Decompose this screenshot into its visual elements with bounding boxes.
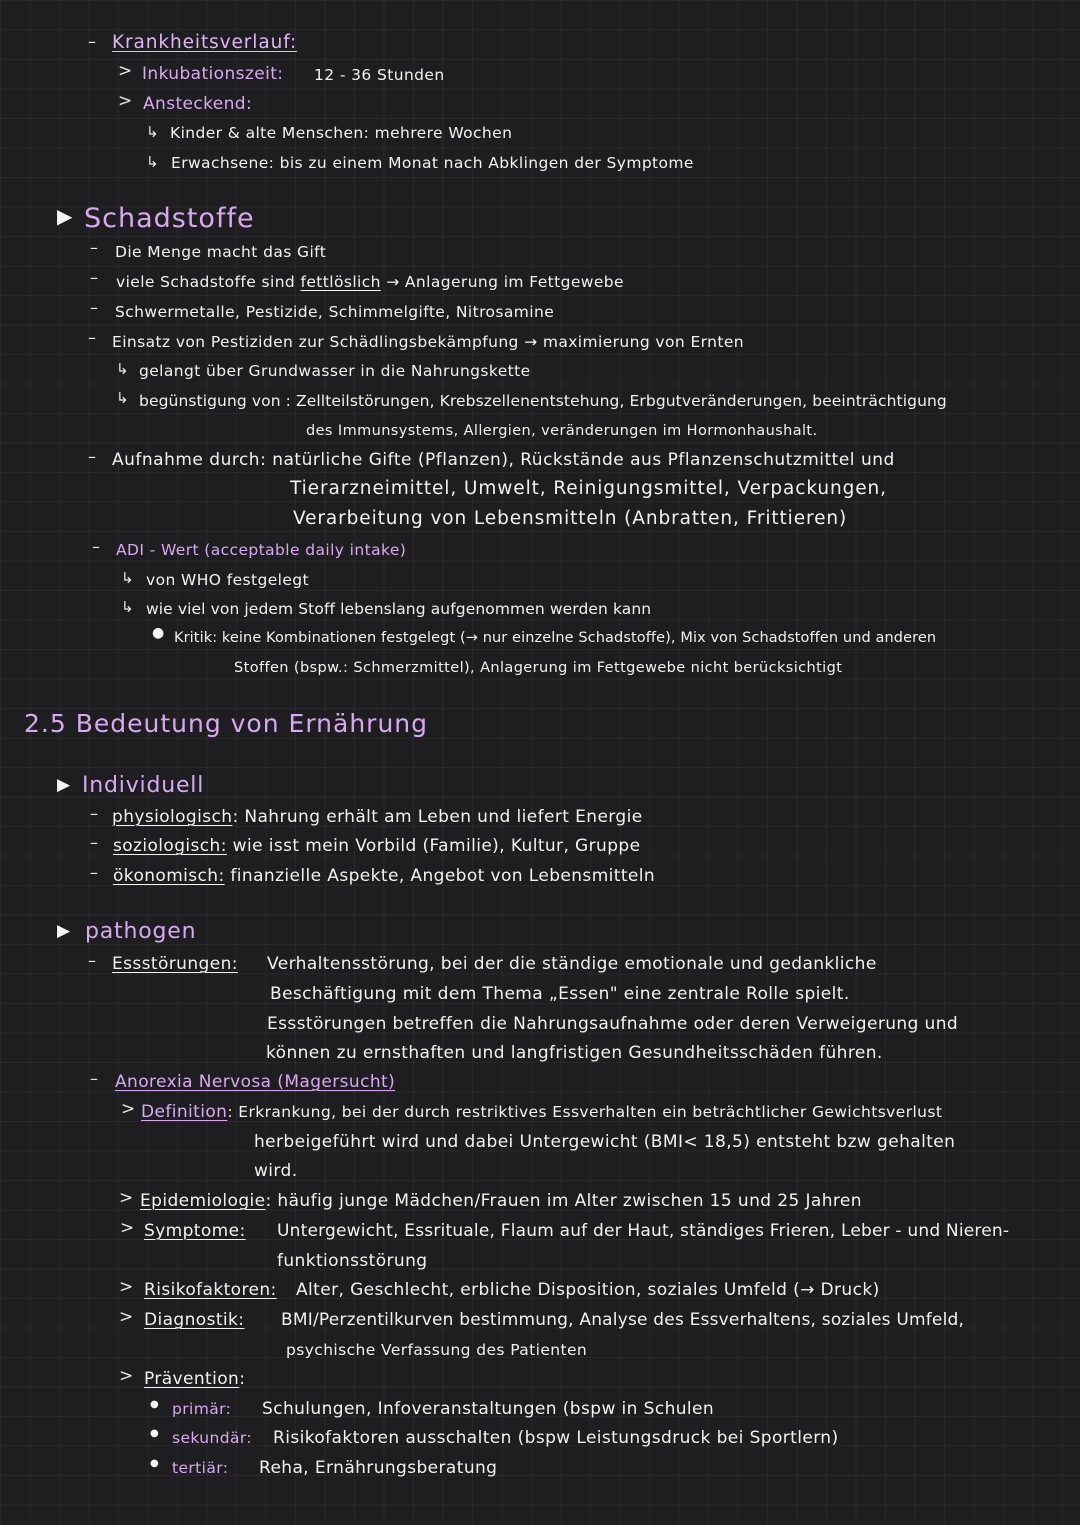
epidemiologie-label: Epidemiologie xyxy=(140,1191,266,1211)
physiologisch-label: physiologisch xyxy=(112,807,233,827)
definition-row xyxy=(141,1100,942,1124)
hook-arrow-icon: ↳ xyxy=(146,123,159,141)
bullet-dot-icon: ● xyxy=(152,625,165,641)
dash-marker: – xyxy=(90,1069,98,1088)
diagnostik-line-2: psychische Verfassung des Patienten xyxy=(286,1341,588,1359)
schadstoffe-heading: Schadstoffe xyxy=(84,203,255,234)
triangle-bullet-icon: ▶ xyxy=(57,921,71,941)
praevention-row xyxy=(144,1367,245,1391)
hook-arrow-icon: ↳ xyxy=(121,598,134,616)
physiologisch-text: : Nahrung erhält am Leben und liefert Energie xyxy=(232,807,643,827)
essstoerungen-line-2: Beschäftigung mit dem Thema „Essen" eine zentrale Rolle spielt. xyxy=(270,984,850,1004)
schadstoffe-item-2 xyxy=(116,270,624,294)
epidemiologie-text: : häufig junge Mädchen/Frauen im Alter zwischen 15 und 25 Jahren xyxy=(265,1191,862,1211)
symptome-label: Symptome: xyxy=(144,1221,246,1241)
schadstoffe-item-1: Die Menge macht das Gift xyxy=(115,243,327,261)
dash-marker: – xyxy=(90,833,98,852)
hook-arrow-icon: ↳ xyxy=(121,569,134,587)
kritik-line-2: Stoffen (bspw.: Schmerzmittel), Anlagerung im Fettgewebe nicht berücksichtigt xyxy=(234,660,843,676)
triangle-bullet-icon: ▶ xyxy=(57,775,71,795)
erwachsene-text: Erwachsene: bis zu einem Monat nach Abklingen der Symptome xyxy=(171,154,694,172)
soziologisch-row xyxy=(113,834,640,858)
item2-post: → Anlagerung im Fettgewebe xyxy=(386,273,624,291)
epidemiologie-row xyxy=(140,1189,862,1213)
kinder-text: Kinder & alte Menschen: mehrere Wochen xyxy=(170,124,513,142)
sekundaer-text: Risikofaktoren ausschalten (bspw Leistungsdruck bei Sportlern) xyxy=(273,1428,839,1448)
symptome-line-1: Untergewicht, Essrituale, Flaum auf der Haut, ständiges Frieren, Leber - und Nieren- xyxy=(277,1221,1010,1241)
praevention-label: Prävention xyxy=(144,1369,240,1389)
definition-line-3: wird. xyxy=(254,1161,298,1181)
item4-sub-2-line-1: begünstigung von : Zellteilstörungen, Krebszellenentstehung, Erbgutveränderungen, beeinträchtigung xyxy=(139,392,947,410)
primaer-text: Schulungen, Infoveranstaltungen (bspw in Schulen xyxy=(262,1399,715,1419)
diagnostik-line-1: BMI/Perzentilkurven bestimmung, Analyse des Essverhaltens, soziales Umfeld, xyxy=(281,1310,965,1330)
tertiaer-label: tertiär: xyxy=(172,1459,229,1477)
inkubation-value: 12 - 36 Stunden xyxy=(314,66,445,84)
item4-sub-2-line-2: des Immunsystems, Allergien, veränderungen im Hormonhaushalt. xyxy=(306,423,818,439)
individuell-heading: Individuell xyxy=(82,773,205,798)
arrow-marker: > xyxy=(119,1366,134,1386)
schadstoffe-item-3: Schwermetalle, Pestizide, Schimmelgifte, Nitrosamine xyxy=(115,303,555,321)
triangle-bullet-icon: ▶ xyxy=(57,204,73,228)
hook-arrow-icon: ↳ xyxy=(116,360,129,378)
essstoerungen-label: Essstörungen: xyxy=(112,954,238,974)
item2-pre: viele Schadstoffe sind xyxy=(116,273,296,291)
soziologisch-text: wie isst mein Vorbild (Familie), Kultur, Gruppe xyxy=(232,836,641,856)
dash-marker: – xyxy=(88,32,96,51)
arrow-marker: > xyxy=(118,91,133,111)
symptome-line-2: funktionsstörung xyxy=(277,1251,428,1271)
anorexia-heading: Anorexia Nervosa (Magersucht) xyxy=(115,1072,396,1092)
adi-heading: ADI - Wert (acceptable daily intake) xyxy=(116,541,407,559)
dash-marker: – xyxy=(90,238,98,257)
bullet-dot-icon: ● xyxy=(150,1458,159,1469)
kritik-line-1: Kritik: keine Kombinationen festgelegt (→ nur einzelne Schadstoffe), Mix von Schadstoffen und anderen xyxy=(174,630,937,646)
dash-marker: – xyxy=(88,447,96,466)
bullet-dot-icon: ● xyxy=(150,1428,159,1439)
praevention-colon: : xyxy=(239,1369,246,1389)
definition-label: Definition xyxy=(141,1102,228,1122)
dash-marker: – xyxy=(88,328,96,347)
essstoerungen-line-3: Essstörungen betreffen die Nahrungsaufnahme oder deren Verweigerung und xyxy=(267,1014,959,1034)
section-title: 2.5 Bedeutung von Ernährung xyxy=(24,709,429,738)
arrow-marker: > xyxy=(119,1307,134,1327)
item2-fettloeslich: fettlöslich xyxy=(300,273,381,291)
essstoerungen-line-4: können zu ernsthaften und langfristigen Gesundheitsschäden führen. xyxy=(266,1043,883,1063)
item4-sub-1: gelangt über Grundwasser in die Nahrungskette xyxy=(139,362,531,380)
adi-sub-1: von WHO festgelegt xyxy=(146,571,309,589)
arrow-marker: > xyxy=(121,1099,136,1119)
oekonomisch-text: finanzielle Aspekte, Angebot von Lebensmitteln xyxy=(230,866,656,886)
inkubation-label: Inkubationszeit: xyxy=(142,64,284,84)
dash-marker: – xyxy=(90,298,98,317)
definition-line-1: : Erkrankung, bei der durch restriktives Essverhalten ein beträchtlicher Gewichtsverlust xyxy=(227,1103,943,1121)
essstoerungen-line-1: Verhaltensstörung, bei der die ständige emotionale und gedankliche xyxy=(267,954,877,974)
physiologisch-row xyxy=(112,805,643,829)
definition-line-2: herbeigeführt wird und dabei Untergewicht (BMI< 18,5) entsteht bzw gehalten xyxy=(254,1132,956,1152)
diagnostik-label: Diagnostik: xyxy=(144,1310,245,1330)
oekonomisch-label: ökonomisch: xyxy=(113,866,225,886)
aufnahme-line-2: Tierarzneimittel, Umwelt, Reinigungsmittel, Verpackungen, xyxy=(290,478,887,499)
dash-marker: – xyxy=(90,268,98,287)
arrow-marker: > xyxy=(120,1218,135,1238)
arrow-marker: > xyxy=(118,61,133,81)
ansteckend-label: Ansteckend: xyxy=(143,94,253,114)
aufnahme-line-3: Verarbeitung von Lebensmitteln (Anbratten, Frittieren) xyxy=(293,508,848,529)
risikofaktoren-label: Risikofaktoren: xyxy=(144,1280,277,1300)
arrow-marker: > xyxy=(119,1277,134,1297)
schadstoffe-item-4: Einsatz von Pestiziden zur Schädlingsbekämpfung → maximierung von Ernten xyxy=(112,333,744,351)
primaer-label: primär: xyxy=(172,1400,232,1418)
aufnahme-line-1: Aufnahme durch: natürliche Gifte (Pflanzen), Rückstände aus Pflanzenschutzmittel und xyxy=(112,450,895,470)
risikofaktoren-text: Alter, Geschlecht, erbliche Disposition, soziales Umfeld (→ Druck) xyxy=(296,1280,880,1300)
hook-arrow-icon: ↳ xyxy=(116,389,129,407)
bullet-dot-icon: ● xyxy=(150,1399,159,1410)
soziologisch-label: soziologisch: xyxy=(113,836,227,856)
pathogen-heading: pathogen xyxy=(85,919,197,944)
dash-marker: – xyxy=(90,804,98,823)
dash-marker: – xyxy=(90,863,98,882)
oekonomisch-row xyxy=(113,864,655,888)
tertiaer-text: Reha, Ernährungsberatung xyxy=(259,1458,498,1478)
adi-sub-2: wie viel von jedem Stoff lebenslang aufgenommen werden kann xyxy=(146,600,652,618)
krankheitsverlauf-title: Krankheitsverlauf: xyxy=(112,32,298,53)
arrow-marker: > xyxy=(119,1188,134,1208)
dash-marker: – xyxy=(92,537,100,556)
sekundaer-label: sekundär: xyxy=(172,1429,253,1447)
dash-marker: – xyxy=(88,951,96,970)
hook-arrow-icon: ↳ xyxy=(146,153,159,171)
